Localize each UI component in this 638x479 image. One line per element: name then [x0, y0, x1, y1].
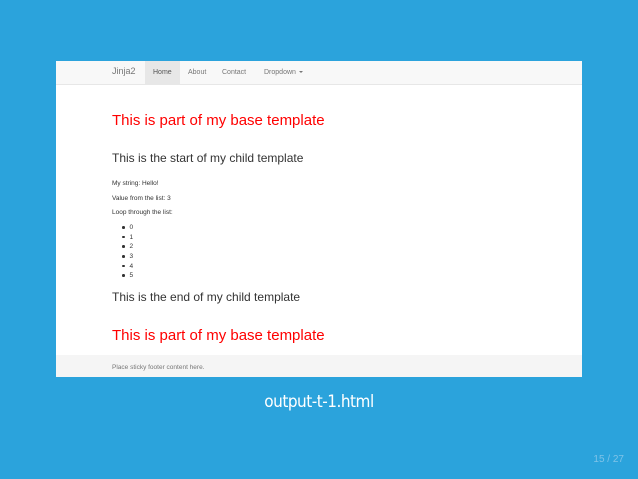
navbar-brand[interactable]: Jinja2	[112, 66, 136, 76]
base-heading-top: This is part of my base template	[112, 112, 325, 129]
bullet-icon	[122, 245, 125, 248]
loop-list	[122, 223, 133, 281]
page-number: 15 / 27	[593, 454, 624, 465]
nav-item-about-label: About	[188, 69, 207, 76]
bullet-icon	[122, 265, 125, 268]
navbar	[56, 61, 582, 85]
slide-caption-link[interactable]: output-t-1.html	[264, 392, 374, 412]
caret-down-icon	[299, 71, 303, 73]
nav-item-dropdown[interactable]	[256, 61, 311, 84]
bullet-icon	[122, 226, 125, 229]
list-item: 2	[122, 242, 133, 252]
value-from-list-text: Value from the list: 3	[112, 195, 171, 202]
list-item: 4	[122, 262, 133, 272]
list-item: 3	[122, 252, 133, 262]
loop-label-text: Loop through the list:	[112, 209, 173, 216]
bullet-icon	[122, 274, 125, 277]
nav-item-contact-label: Contact	[222, 69, 247, 76]
list-item: 1	[122, 233, 133, 243]
bullet-icon	[122, 236, 125, 239]
nav-item-contact[interactable]	[214, 61, 254, 84]
nav-item-dropdown-label: Dropdown	[264, 69, 296, 76]
nav-item-home-label: Home	[153, 69, 172, 76]
nav-item-home[interactable]	[145, 61, 180, 84]
list-item: 5	[122, 271, 133, 281]
nav-item-about[interactable]	[180, 61, 214, 84]
footer-text: Place sticky footer content here.	[112, 364, 205, 371]
bullet-icon	[122, 255, 125, 258]
sticky-footer	[56, 355, 582, 377]
child-start-heading: This is the start of my child template	[112, 151, 304, 165]
my-string-text: My string: Hello!	[112, 180, 159, 187]
base-heading-bottom: This is part of my base template	[112, 327, 325, 344]
child-end-heading: This is the end of my child template	[112, 290, 301, 304]
list-item: 0	[122, 223, 133, 233]
browser-screenshot	[56, 61, 582, 377]
